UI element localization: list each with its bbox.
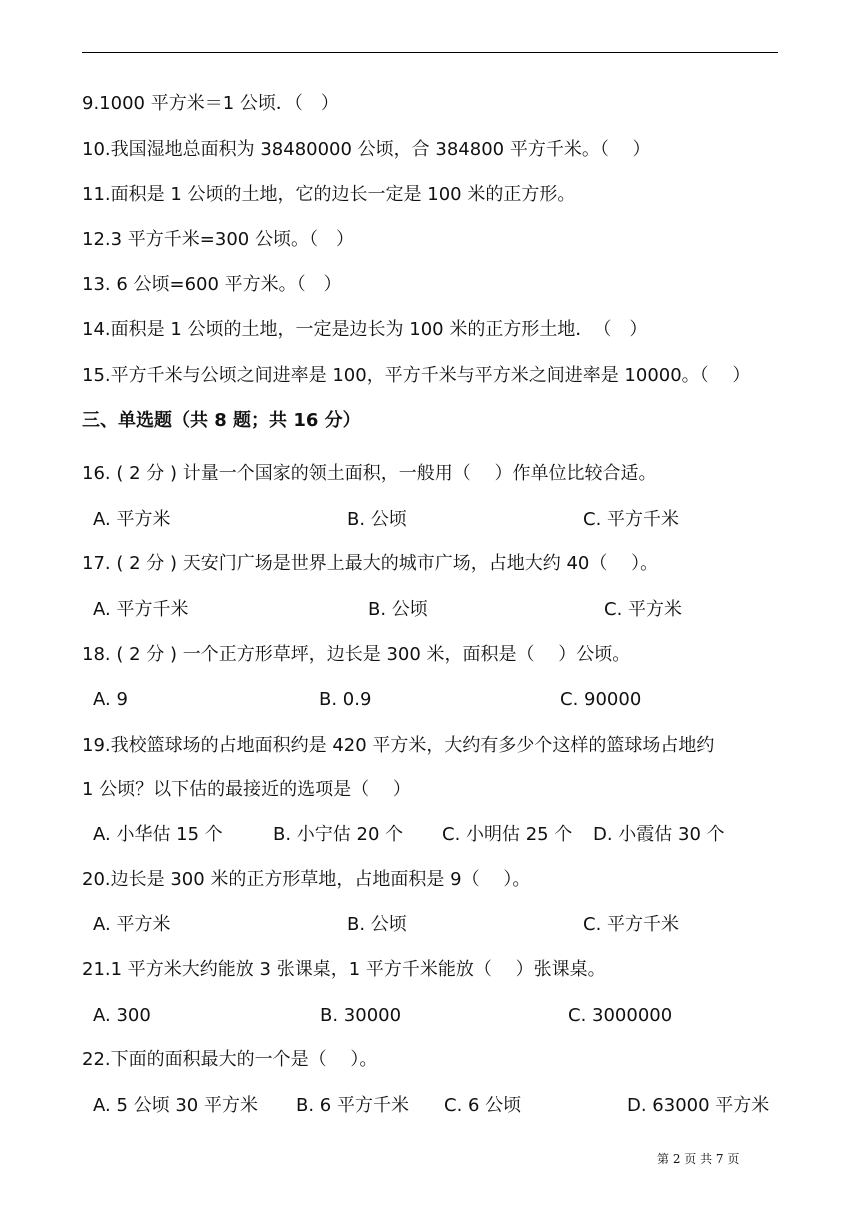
question-21: 21.1 平方米大约能放 3 张课桌，1 平方千米能放（ ）张课桌。 xyxy=(82,959,606,980)
question-20: 20.边长是 300 米的正方形草地，占地面积是 9（ ）。 xyxy=(82,869,531,890)
section-heading: 三、单选题（共 8 题；共 16 分） xyxy=(82,410,361,431)
q19-option-b: B. 小宁估 20 个 xyxy=(273,824,404,845)
q17-option-b: B. 公顷 xyxy=(368,599,428,620)
q16-option-c: C. 平方千米 xyxy=(583,509,680,530)
question-9: 9.1000 平方米＝1 公顷．（ ） xyxy=(82,93,339,114)
q21-option-c: C. 3000000 xyxy=(568,1005,673,1026)
question-17: 17. ( 2 分 ) 天安门广场是世界上最大的城市广场，占地大约 40（ ）。 xyxy=(82,553,659,574)
question-19: 19.我校篮球场的占地面积约是 420 平方米，大约有多少个这样的篮球场占地约 xyxy=(82,735,715,756)
q21-option-a: A. 300 xyxy=(93,1005,151,1026)
q22-option-d: D. 63000 平方米 xyxy=(627,1095,770,1116)
q17-option-a: A. 平方千米 xyxy=(93,599,189,620)
question-16: 16. ( 2 分 ) 计量一个国家的领土面积，一般用（ ）作单位比较合适。 xyxy=(82,463,657,484)
question-22: 22.下面的面积最大的一个是（ ）。 xyxy=(82,1049,378,1070)
q18-option-b: B. 0.9 xyxy=(319,689,372,710)
q16-option-a: A. 平方米 xyxy=(93,509,171,530)
q19-option-a: A. 小华估 15 个 xyxy=(93,824,223,845)
question-19-continued: 1 公顷？以下估的最接近的选项是（ ） xyxy=(82,779,411,800)
q20-option-a: A. 平方米 xyxy=(93,914,171,935)
q17-option-c: C. 平方米 xyxy=(604,599,683,620)
q22-option-b: B. 6 平方千米 xyxy=(296,1095,409,1116)
question-12: 12.3 平方千米=300 公顷。（ ） xyxy=(82,229,354,250)
question-13: 13. 6 公顷=600 平方米。（ ） xyxy=(82,274,342,295)
q22-option-c: C. 6 公顷 xyxy=(444,1095,522,1116)
q22-option-a: A. 5 公顷 30 平方米 xyxy=(93,1095,258,1116)
q19-option-d: D. 小霞估 30 个 xyxy=(593,824,725,845)
q20-option-c: C. 平方千米 xyxy=(583,914,680,935)
q18-option-a: A. 9 xyxy=(93,689,128,710)
q20-option-b: B. 公顷 xyxy=(347,914,407,935)
header-rule xyxy=(82,52,778,53)
question-15: 15.平方千米与公顷之间进率是 100，平方千米与平方米之间进率是 10000。（ ） xyxy=(82,365,751,386)
q19-option-c: C. 小明估 25 个 xyxy=(442,824,573,845)
question-18: 18. ( 2 分 ) 一个正方形草坪，边长是 300 米，面积是（ ）公顷。 xyxy=(82,644,631,665)
page-number: 第 2 页 共 7 页 xyxy=(657,1152,740,1166)
q18-option-c: C. 90000 xyxy=(560,689,642,710)
question-11: 11.面积是 1 公顷的土地，它的边长一定是 100 米的正方形。 xyxy=(82,184,576,205)
question-14: 14.面积是 1 公顷的土地，一定是边长为 100 米的正方形土地． （ ） xyxy=(82,319,648,340)
q16-option-b: B. 公顷 xyxy=(347,509,407,530)
q21-option-b: B. 30000 xyxy=(320,1005,402,1026)
question-10: 10.我国湿地总面积为 38480000 公顷，合 384800 平方千米。（ ） xyxy=(82,139,651,160)
